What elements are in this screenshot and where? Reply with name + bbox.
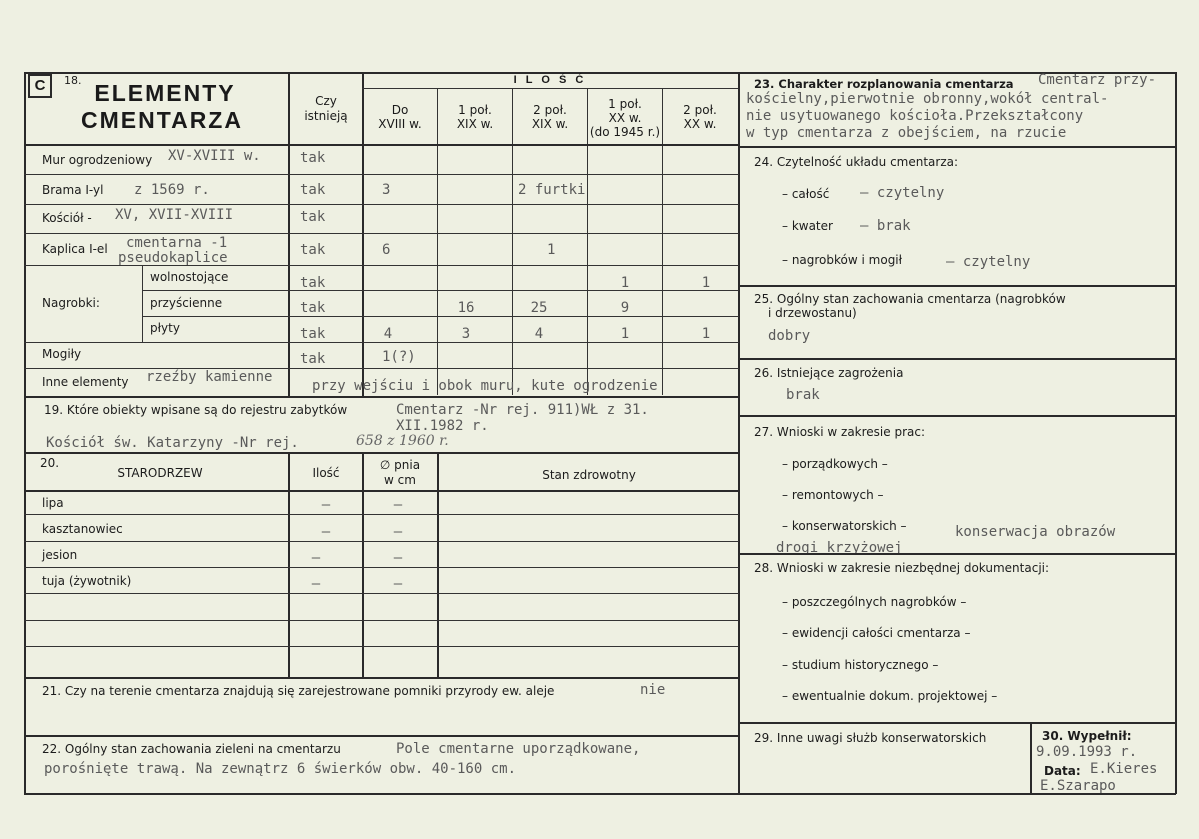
col-1-line1: Do — [391, 103, 409, 117]
row-przysc-c3: 25 — [530, 300, 548, 316]
s24-item-2-value: – brak — [860, 218, 911, 234]
s27-label: 27. Wnioski w zakresie prac: — [754, 425, 926, 439]
row-wolno-c4: 1 — [620, 275, 630, 291]
row-wolno-c5: 1 — [701, 275, 711, 291]
frame-middle — [738, 72, 740, 794]
h-row-7 — [24, 342, 739, 343]
h-row-3 — [24, 233, 739, 234]
col-header-4 — [589, 97, 661, 139]
v-col2 — [437, 88, 438, 395]
h-s26-bottom — [738, 415, 1176, 417]
tree-4-name: tuja (żywotnik) — [42, 574, 132, 588]
tree-3-pnia: – — [393, 550, 403, 566]
row-kosciol-label: Kościół - — [42, 211, 92, 225]
h-s20-r6 — [24, 646, 739, 647]
tree-2-ilosc: – — [321, 524, 331, 540]
s19-value-3-handwritten: 658 z 1960 r. — [356, 433, 449, 449]
row-mur-label: Mur ogrodzeniowy — [42, 153, 153, 167]
s20-col-pnia-line2: w cm — [384, 473, 416, 487]
s28-label: 28. Wnioski w zakresie niezbędnej dokumentacji: — [754, 561, 1050, 575]
row-kaplica-value2: pseudokaplice — [118, 250, 228, 266]
title-line-1: ELEMENTY — [94, 80, 236, 106]
col-4-line3: (do 1945 r.) — [589, 125, 661, 139]
s27-value-2: drogi krzyżowej — [776, 540, 903, 556]
row-kaplica-value1: cmentarna -1 — [126, 235, 228, 251]
s26-value: brak — [786, 387, 820, 403]
col-5-line1: 2 poł. — [683, 103, 717, 117]
h-s28-bottom — [738, 722, 1176, 724]
v-czy-left — [288, 72, 290, 396]
s23-label: 23. Charakter rozplanowania cmentarza — [754, 77, 1014, 91]
tree-4-ilosc: – — [311, 576, 321, 592]
s24-label: 24. Czytelność układu cmentarza: — [754, 155, 959, 169]
row-plyty-c4: 1 — [620, 326, 630, 342]
h-row-2 — [24, 204, 739, 205]
s28-item-1: – poszczególnych nagrobków – — [782, 595, 967, 609]
h-s25-bottom — [738, 358, 1176, 360]
v-col3 — [512, 88, 513, 395]
row-plyty-exists: tak — [300, 326, 326, 342]
s20-col-ilosc: Ilość — [312, 466, 340, 480]
h-row-6 — [142, 316, 739, 317]
frame-left — [24, 72, 26, 794]
s19-value-3: Kościół św. Katarzyny -Nr rej. — [46, 435, 299, 451]
h-sec19-bottom — [24, 452, 739, 454]
col-1-line2: XVIII w. — [378, 117, 422, 131]
title-line-2: CMENTARZA — [81, 107, 243, 133]
row-plyty-label: płyty — [150, 321, 180, 335]
col-header-ilosc: I L O Ś Ć — [513, 74, 587, 86]
col-header-exists: Czy istnieją — [304, 94, 348, 123]
tree-2-name: kasztanowiec — [42, 522, 123, 536]
col-4-line2: XX w. — [608, 111, 642, 125]
row-plyty-c1: 4 — [383, 326, 393, 342]
s28-item-3: – studium historycznego – — [782, 658, 939, 672]
s20-number: 20. — [40, 456, 60, 470]
tree-1-ilosc: – — [321, 497, 331, 513]
s20-col-pnia-line1: ∅ pnia — [379, 458, 421, 472]
row-kaplica-exists: tak — [300, 242, 326, 258]
row-kaplica-c1: 6 — [382, 242, 391, 258]
row-kaplica-label: Kaplica I-el — [42, 242, 108, 256]
tree-1-name: lipa — [42, 496, 64, 510]
h-ilosc — [362, 88, 738, 89]
row-plyty-c5: 1 — [701, 326, 711, 342]
s20-col-pnia — [364, 458, 436, 488]
col-3-line2: XIX w. — [531, 117, 569, 131]
row-brama-value: z 1569 r. — [134, 182, 210, 198]
h-s20-header — [24, 490, 739, 492]
s23-value-2: kościelny,pierwotnie obronny,wokół central- — [746, 91, 1109, 107]
s27-item-2: – remontowych – — [782, 488, 884, 502]
row-kaplica-c3: 1 — [547, 242, 556, 258]
col-header-5 — [664, 103, 736, 131]
s30-name-1: E.Kieres — [1090, 761, 1158, 777]
s23-value-3: nie usytuowanego kościoła.Przekształcony — [746, 108, 1084, 124]
s27-value-1: konserwacja obrazów — [955, 524, 1116, 540]
s20-col-stan: Stan zdrowotny — [542, 468, 636, 482]
row-brama-c1: 3 — [382, 182, 391, 198]
row-kosciol-value: XV, XVII-XVIII — [115, 207, 234, 223]
row-mur-exists: tak — [300, 150, 326, 166]
s27-item-1: – porządkowych – — [782, 457, 888, 471]
frame-right — [1175, 72, 1177, 794]
s30-label: 30. Wypełnił: — [1042, 729, 1132, 743]
row-przysc-label: przyścienne — [150, 296, 223, 310]
corner-letter-box: C — [28, 74, 52, 98]
tree-1-pnia: – — [393, 497, 403, 513]
row-brama-label: Brama I-yl — [42, 183, 104, 197]
h-s21-bottom — [24, 735, 739, 737]
h-s20-r2 — [24, 541, 739, 542]
s30-name-2: E.Szarapo — [1040, 778, 1116, 794]
s21-value: nie — [640, 682, 666, 698]
row-plyty-c3: 4 — [534, 326, 544, 342]
row-mogily-label: Mogiły — [42, 347, 82, 361]
col-header-3 — [514, 103, 586, 131]
s19-value-2: XII.1982 r. — [396, 418, 489, 434]
h-s20-r1 — [24, 514, 739, 515]
v-nagrobki-split — [142, 265, 143, 342]
h-s20-r5 — [24, 620, 739, 621]
v-col4 — [587, 88, 588, 395]
col-header-2 — [439, 103, 511, 131]
s27-item-3: – konserwatorskich – — [782, 519, 907, 533]
h-header-bottom — [24, 144, 739, 146]
s28-item-4: – ewentualnie dokum. projektowej – — [782, 689, 998, 703]
s24-item-3-value: – czytelny — [946, 254, 1031, 270]
row-brama-exists: tak — [300, 182, 326, 198]
row-plyty-c2: 3 — [461, 326, 471, 342]
row-kosciol-exists: tak — [300, 209, 326, 225]
s30-data-label: Data: — [1044, 764, 1081, 778]
s25-label-1: 25. Ogólny stan zachowania cmentarza (nagrobków — [754, 292, 1066, 306]
s29-label: 29. Inne uwagi służb konserwatorskich — [754, 731, 987, 745]
v-col5 — [662, 88, 663, 395]
row-inne-value2: przy wejściu i obok muru, kute ogrodzenie — [312, 378, 658, 394]
tree-3-name: jesion — [42, 548, 78, 562]
row-brama-c3: 2 furtki — [518, 182, 586, 198]
h-row-8 — [24, 368, 739, 369]
s22-value-1: Pole cmentarne uporządkowane, — [396, 741, 641, 757]
s28-item-2: – ewidencji całości cmentarza – — [782, 626, 971, 640]
tree-2-pnia: – — [393, 524, 403, 540]
h-s24-bottom — [738, 285, 1176, 287]
h-s23-bottom — [738, 146, 1176, 148]
h-row-1 — [24, 174, 739, 175]
row-wolno-label: wolnostojące — [150, 270, 229, 284]
tree-3-ilosc: – — [311, 550, 321, 566]
row-mogily-exists: tak — [300, 351, 326, 367]
row-mur-value: XV-XVIII w. — [168, 148, 261, 164]
v-s20-3 — [437, 452, 439, 677]
frame-bottom — [24, 793, 1176, 795]
s30-date: 9.09.1993 r. — [1036, 744, 1138, 760]
s20-title: STARODRZEW — [117, 466, 203, 480]
s22-value-2: porośnięte trawą. Na zewnątrz 6 świerków obw. 40-160 cm. — [44, 761, 517, 777]
s21-label: 21. Czy na terenie cmentarza znajdują się zarejestrowane pomniki przyrody ew. aleje — [42, 684, 555, 698]
col-2-line2: XIX w. — [456, 117, 494, 131]
s24-item-1-label: – całość — [782, 187, 830, 201]
row-przysc-exists: tak — [300, 300, 326, 316]
col-header-1 — [364, 103, 436, 131]
row-przysc-c2: 16 — [457, 300, 475, 316]
s19-value-1: Cmentarz -Nr rej. 911)WŁ z 31. — [396, 402, 649, 418]
row-przysc-c4: 9 — [620, 300, 630, 316]
col-4-line1: 1 poł. — [608, 97, 642, 111]
s22-label: 22. Ogólny stan zachowania zieleni na cmentarzu — [42, 742, 341, 756]
s24-item-2-label: – kwater — [782, 219, 833, 233]
col-5-line2: XX w. — [683, 117, 717, 131]
row-inne-label: Inne elementy — [42, 375, 129, 389]
row-inne-value1: rzeźby kamienne — [146, 369, 273, 385]
s19-label: 19. Które obiekty wpisane są do rejestru zabytków — [44, 403, 348, 417]
v-s29-s30 — [1030, 722, 1032, 794]
tree-4-pnia: – — [393, 576, 403, 592]
s23-value-4: w typ cmentarza z obejściem, na rzucie — [746, 125, 1067, 141]
h-sec18-bottom — [24, 396, 739, 398]
s24-item-3-label: – nagrobków i mogił — [782, 253, 903, 267]
h-s20-r4 — [24, 593, 739, 594]
h-s27-bottom — [738, 553, 1176, 555]
row-nagrobki-label: Nagrobki: — [42, 296, 100, 310]
s23-value-1: Cmentarz przy- — [1038, 72, 1157, 88]
row-wolno-exists: tak — [300, 275, 326, 291]
s25-label-2: i drzewostanu) — [768, 306, 857, 320]
col-3-line1: 2 poł. — [533, 103, 567, 117]
s26-label: 26. Istniejące zagrożenia — [754, 366, 904, 380]
col-2-line1: 1 poł. — [458, 103, 492, 117]
h-s20-bottom — [24, 677, 739, 679]
h-s20-r3 — [24, 567, 739, 568]
row-mogily-c1: 1(?) — [382, 349, 416, 365]
s25-value: dobry — [768, 328, 811, 344]
s24-item-1-value: – czytelny — [860, 185, 945, 201]
section-18-number: 18. — [64, 74, 82, 87]
